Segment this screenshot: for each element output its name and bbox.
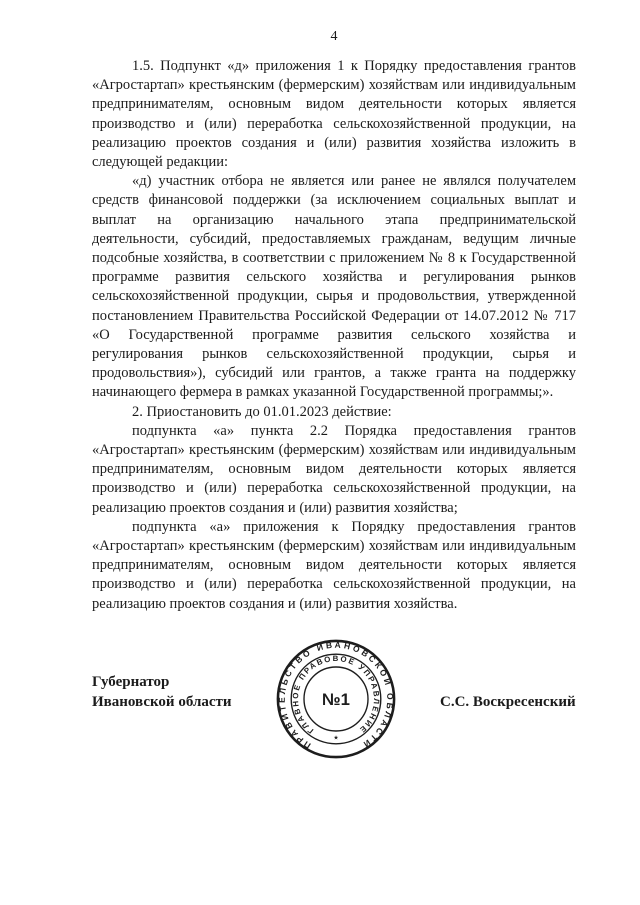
stamp-outer-ring-text: ПРАВИТЕЛЬСТВО ИВАНОВСКОЙ ОБЛАСТИ	[276, 639, 396, 751]
page-number: 4	[330, 29, 338, 44]
signer-position-line2: Ивановской области	[92, 694, 232, 710]
signer-position-line1: Губернатор	[92, 674, 170, 690]
stamp-star-separator: ★	[333, 735, 339, 742]
paragraph-2-subitem-a-annex: подпункта «а» приложения к Порядку предоставления грантов «Агростартап» крестьянским (фермерским) хозяйствам или индивидуальным предпринимателям, основным видом деятельности которых является производство и (или) переработка сельскохозяйственной продукции, на реализацию проектов создания и (или) развития хозяйства.	[92, 518, 576, 612]
paragraph-subitem-d: «д) участник отбора не является или ранее не являлся получателем средств финансовой поддержки (за исключением социальных выплат и выплат на организацию начального этапа предпринимательской деятельности, субсидий, предоставляемых гражданам, ведущим личные подсобные хозяйства, в соответствии с приложением № 8 к Государственной программе развития сельского хозяйства и регулирования рынков сельскохозяйственной продукции, сырья и продовольствия, утвержденной постановлением Правительства Российской Федерации от 14.07.2012 № 717 «О Государственной программе развития сельского хозяйства и регулирования рынков сельскохозяйственной продукции, сырья и продовольствия»), субсидий или грантов, а также гранта на поддержку начинающего фермера в рамках указанной Государственной программы;».	[92, 173, 576, 401]
stamp-inner-ring-text: ГЛАВНОЕ ПРАВОВОЕ УПРАВЛЕНИЕ	[290, 654, 382, 736]
signature-block	[0, 630, 640, 810]
document-body	[92, 57, 576, 614]
stamp-number: №1	[322, 689, 350, 709]
paragraph-2: 2. Приостановить до 01.01.2023 действие:	[132, 403, 392, 420]
paragraph-2-subitem-a-point-2-2: подпункта «а» пункта 2.2 Порядка предоставления грантов «Агростартап» крестьянским (фермерским) хозяйствам или индивидуальным предпринимателям, основным видом деятельности которых является производство и (или) переработка сельскохозяйственной продукции, на реализацию проектов создания и (или) развития хозяйства;	[92, 422, 576, 516]
official-stamp-graphic	[272, 635, 400, 763]
paragraph-1-5: 1.5. Подпункт «д» приложения 1 к Порядку предоставления грантов «Агростартап» крестьянским (фермерским) хозяйствам или индивидуальным предпринимателям, основным видом деятельности которых является производство и (или) переработка сельскохозяйственной продукции, на реализацию проектов создания и (или) развития хозяйства изложить в следующей редакции:	[92, 58, 576, 171]
signer-name: С.С. Воскресенский	[440, 694, 576, 710]
official-stamp	[272, 635, 400, 763]
signer-position	[92, 672, 232, 712]
